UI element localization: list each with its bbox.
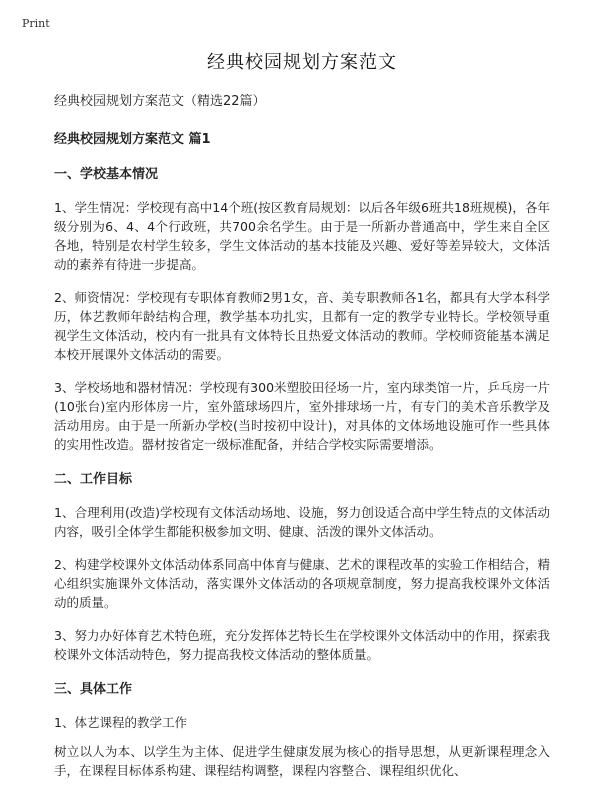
document-title: 经典校园规划方案范文 bbox=[207, 52, 397, 73]
document-subtitle: 经典校园规划方案范文（精选22篇） bbox=[54, 94, 266, 109]
paragraph: 1、学生情况：学校现有高中14个班(按区教育局规划：以后各年级6班共18班规模)，各年级分别为6、4、4个行政班，共700余名学生。由于是一所新办普通高中，学生来自全区各地，特别是农村学生较多，学生文体活动的基本技能及兴趣、爱好等差异较大，文体活动的素养有待进一步提高。 bbox=[54, 200, 550, 272]
print-link[interactable]: Print bbox=[22, 17, 50, 30]
paragraph: 1、合理利用(改造)学校现有文体活动场地、设施，努力创设适合高中学生特点的文体活动内容，吸引全体学生都能积极参加文明、健康、活泼的课外文体活动。 bbox=[54, 505, 550, 539]
section-heading-specific-work: 三、具体工作 bbox=[54, 682, 133, 697]
sub-heading: 1、体艺课程的教学工作 bbox=[54, 715, 187, 730]
document-body bbox=[54, 48, 550, 794]
section-heading-basic-info: 一、学校基本情况 bbox=[54, 167, 159, 182]
paragraph: 树立以人为本、以学生为主体、促进学生健康发展为核心的指导思想，从更新课程理念入手，在课程目标体系构建、课程结构调整，课程内容整合、课程组织优化、 bbox=[54, 744, 550, 778]
paragraph: 2、师资情况：学校现有专职体育教师2男1女，音、美专职教师各1名，都具有大学本科学历，体艺教师年龄结构合理，教学基本功扎实，且都有一定的教学专业特长。学校领导重视学生文体活动，校内有一批具有文体特长且热爱文体活动的教师。学校师资能基本满足本校开展课外文体活动的需要。 bbox=[54, 290, 550, 362]
chapter-title: 经典校园规划方案范文 篇1 bbox=[54, 132, 211, 147]
paragraph: 3、学校场地和器材情况：学校现有300米塑胶田径场一片，室内球类馆一片，乒乓房一片(10张台)室内形体房一片，室外篮球场四片，室外排球场一片，有专门的美术音乐教学及活动用房。由于是一所新办学校(当时按初中设计)，对具体的文体场地设施可作一些具体的实用性改造。器材按省定一级标准配备，并结合学校实际需要增添。 bbox=[54, 380, 550, 452]
paragraph: 2、构建学校课外文体活动体系同高中体育与健康、艺术的课程改革的实验工作相结合，精心组织实施课外文体活动，落实课外文体活动的各项规章制度，努力提高我校课外文体活动的质量。 bbox=[54, 557, 550, 610]
paragraph: 3、努力办好体育艺术特色班，充分发挥体艺特长生在学校课外文体活动中的作用，探索我校课外文体活动特色，努力提高我校文体活动的整体质量。 bbox=[54, 628, 550, 662]
section-heading-goals: 二、工作目标 bbox=[54, 472, 133, 487]
